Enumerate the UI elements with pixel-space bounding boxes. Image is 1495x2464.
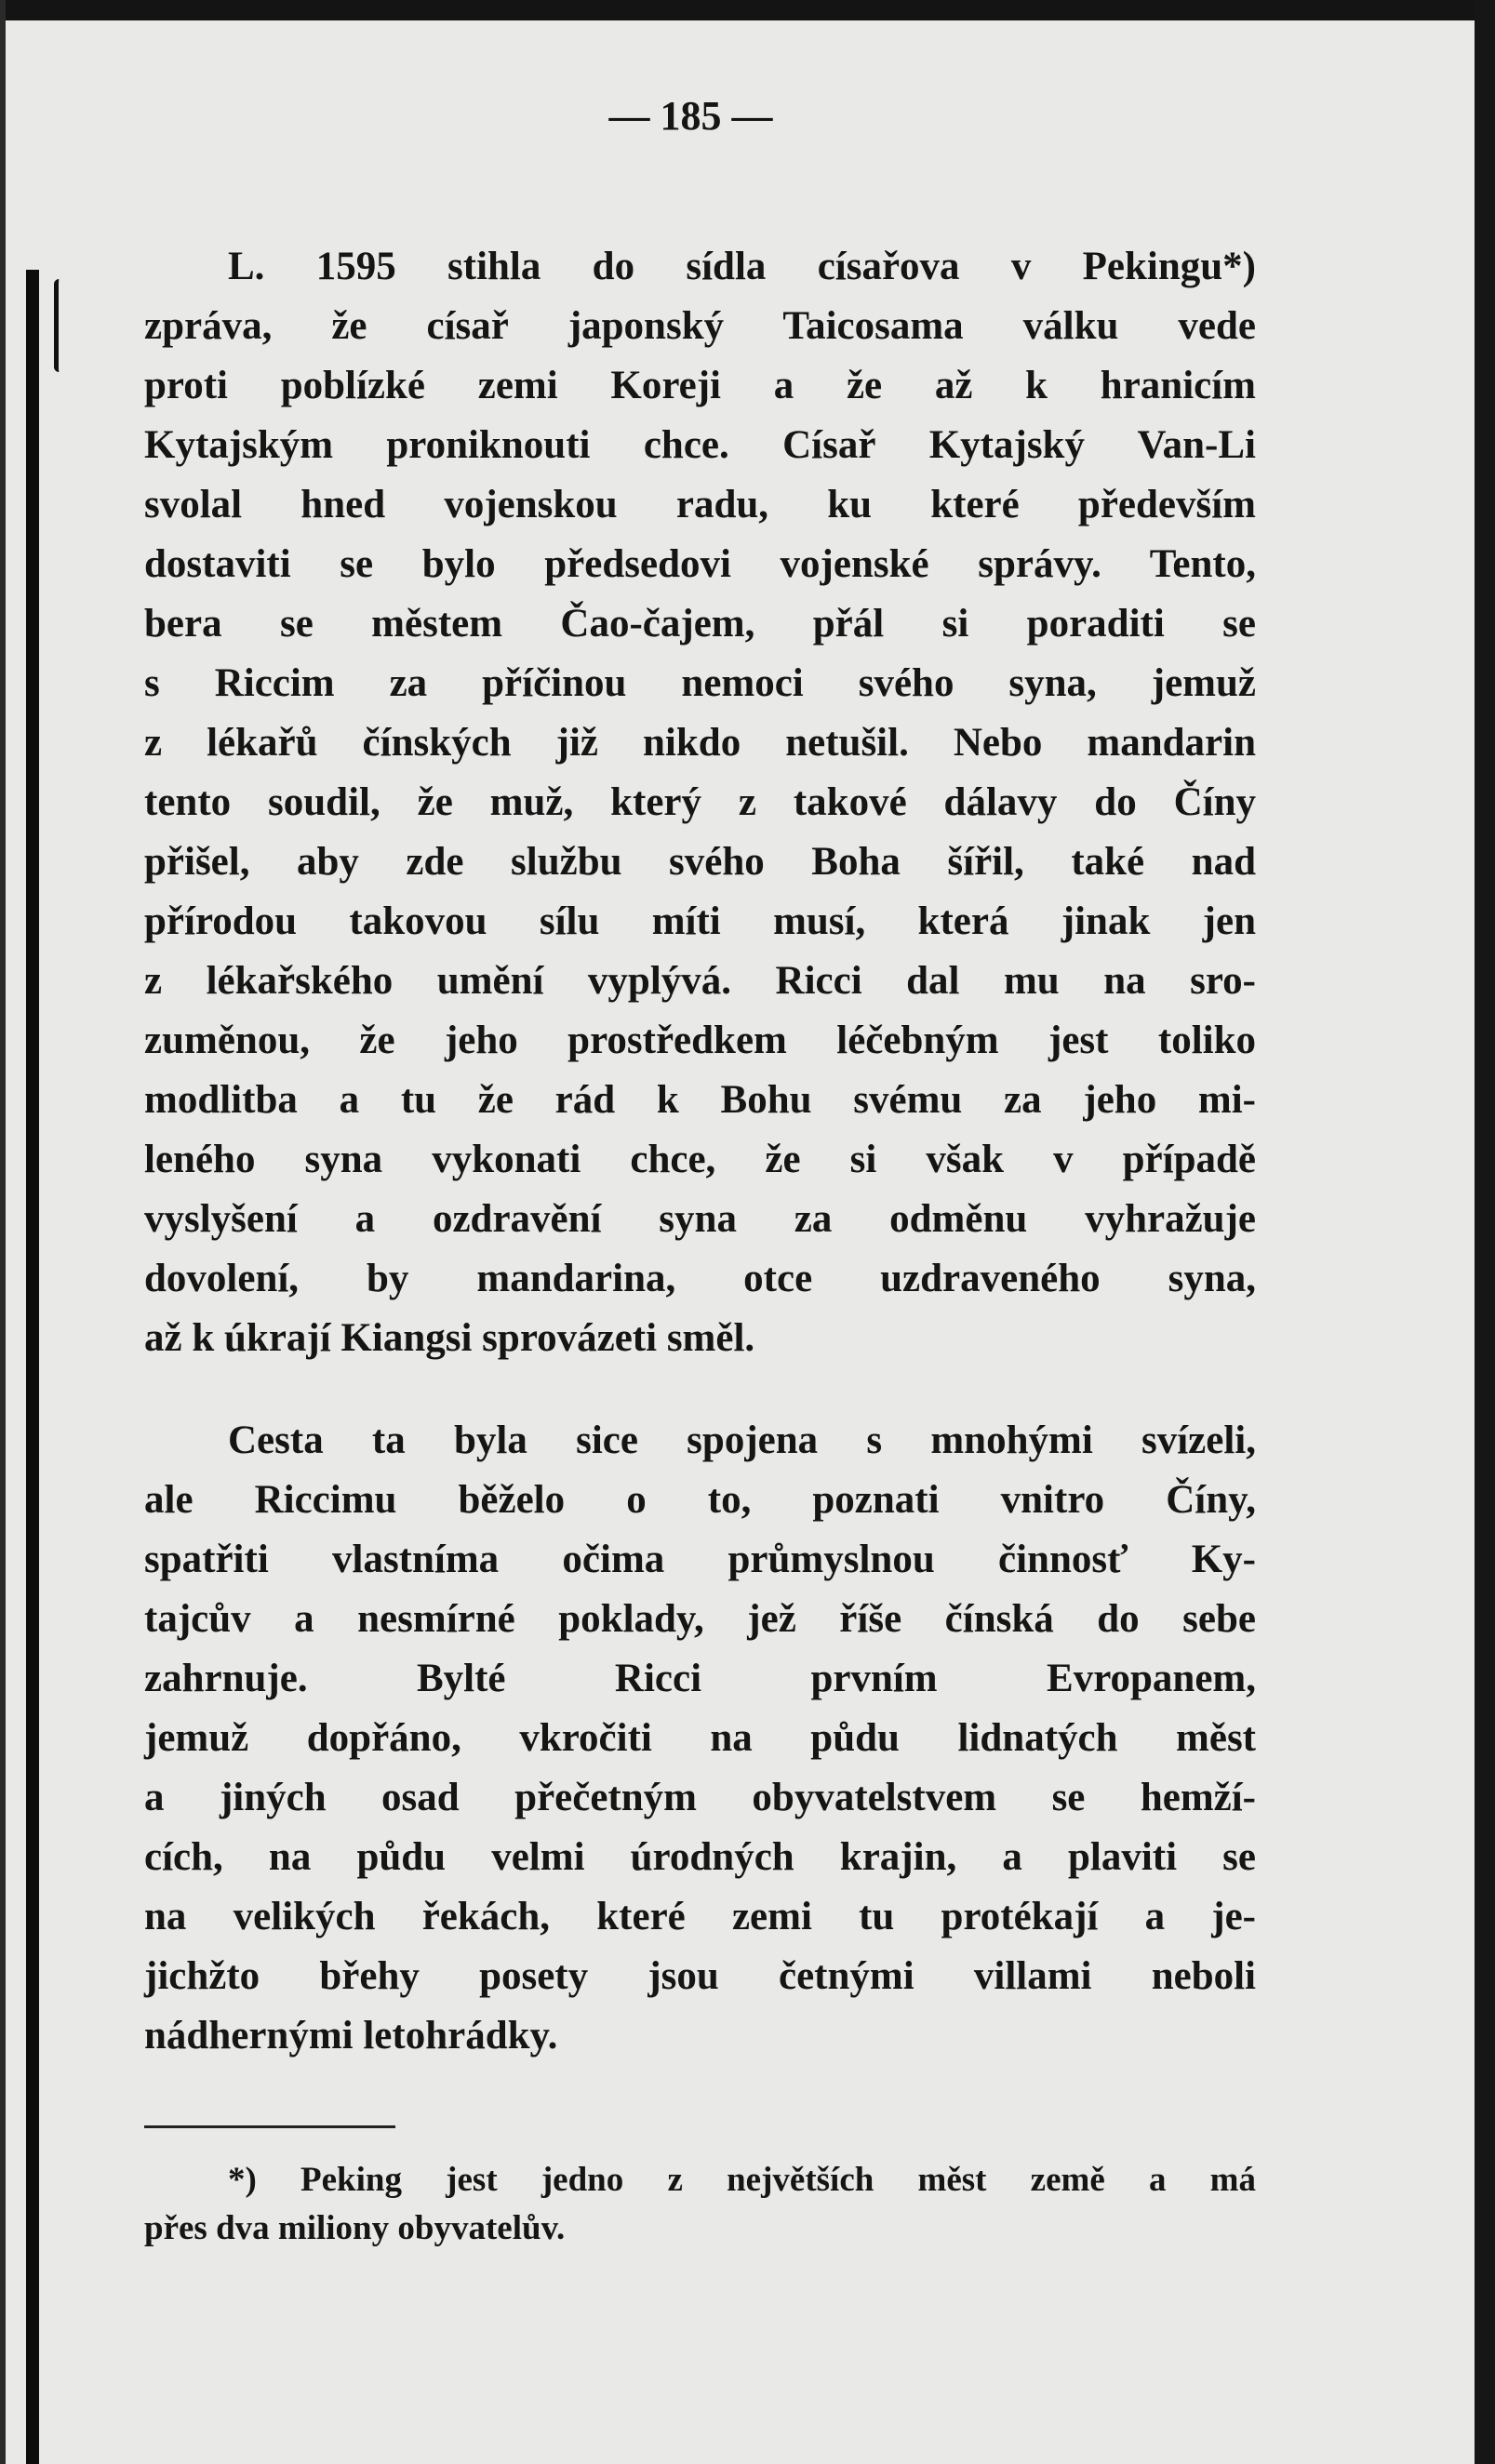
text-line: dovolení, by mandarina, otce uzdraveného syna, (144, 1257, 1256, 1300)
footnote-line: *) Peking jest jedno z největších měst země a má (228, 2161, 1256, 2199)
scan-right-edge (1475, 0, 1495, 2464)
scan-left-edge (0, 0, 6, 2464)
text-line: a jiných osad přečetným obyvatelstvem se hemží- (144, 1776, 1256, 1819)
text-line: Cesta ta byla sice spojena s mnohými svízeli, (228, 1418, 1256, 1462)
text-line: s Riccim za příčinou nemoci svého syna, jemuž (144, 661, 1256, 705)
text-line: zahrnuje. Bylté Ricci prvním Evropanem, (144, 1657, 1256, 1700)
text-line: přírodou takovou sílu míti musí, která jinak jen (144, 899, 1256, 943)
text-line: spatřiti vlastníma očima průmyslnou činnosť Ky- (144, 1538, 1256, 1581)
text-line: až k úkrají Kiangsi sprovázeti směl. (144, 1316, 755, 1360)
footnote (144, 2156, 1256, 2253)
text-line: tento soudil, že muž, který z takové dálavy do Číny (144, 780, 1256, 824)
text-line: nádhernými letohrádky. (144, 2014, 558, 2058)
text-line: dostaviti se bylo předsedovi vojenské správy. Tento, (144, 542, 1256, 586)
text-line: přišel, aby zde službu svého Boha šířil, také nad (144, 840, 1256, 884)
footnote-divider (144, 2125, 395, 2128)
text-line: L. 1595 stihla do sídla císařova v Pekingu*) (228, 245, 1256, 288)
text-line: z lékařského umění vyplývá. Ricci dal mu na sro- (144, 959, 1256, 1003)
text-line: modlitba a tu že rád k Bohu svému za jeho mi- (144, 1078, 1256, 1122)
text-line: vyslyšení a ozdravění syna za odměnu vyhražuje (144, 1197, 1256, 1241)
binding-shadow (26, 270, 39, 2464)
paragraph-2 (144, 1411, 1256, 2066)
text-line: bera se městem Čao-čajem, přál si poraditi se (144, 602, 1256, 646)
footnote-line: přes dva miliony obyvatelův. (144, 2209, 566, 2247)
text-line: zuměnou, že jeho prostředkem léčebným jest toliko (144, 1019, 1256, 1062)
paragraph-gap (144, 1368, 1256, 1411)
text-line: Kytajským proniknouti chce. Císař Kytajský Van-Li (144, 423, 1256, 467)
text-line: ale Riccimu běželo o to, poznati vnitro Číny, (144, 1478, 1256, 1522)
text-line: na velikých řekách, které zemi tu protékají a je- (144, 1895, 1256, 1938)
text-line: z lékařů čínských již nikdo netušil. Nebo mandarin (144, 721, 1256, 765)
page-number: — 185 — (608, 93, 773, 139)
margin-mark (54, 279, 64, 372)
text-line: leného syna vykonati chce, že si však v případě (144, 1138, 1256, 1181)
text-line: jemuž dopřáno, vkročiti na půdu lidnatých měst (144, 1716, 1256, 1760)
paragraph-1 (144, 237, 1256, 1368)
text-block (144, 88, 1256, 2253)
text-line: tajcův a nesmírné poklady, jež říše čínská do sebe (144, 1597, 1256, 1641)
text-line: zpráva, že císař japonský Taicosama válku vede (144, 304, 1256, 348)
text-line: svolal hned vojenskou radu, ku které především (144, 483, 1256, 526)
scan-top-edge (0, 0, 1495, 20)
text-line: cích, na půdu velmi úrodných krajin, a plaviti se (144, 1835, 1256, 1879)
text-line: proti poblízké zemi Koreji a že až k hranicím (144, 364, 1256, 407)
text-line: jichžto břehy posety jsou četnými villami neboli (144, 1954, 1256, 1998)
